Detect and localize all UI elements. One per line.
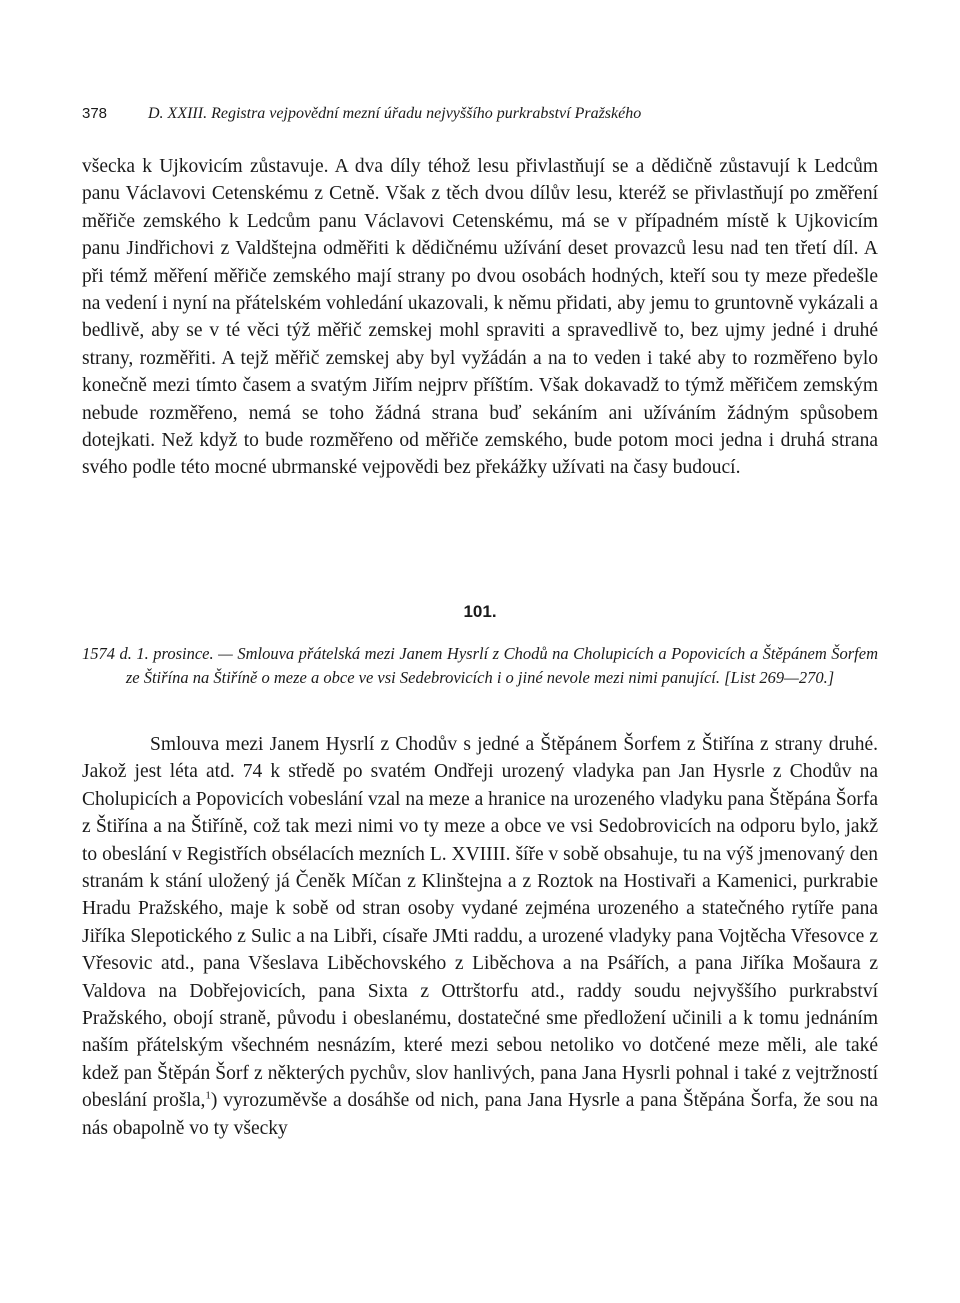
footnote-reference[interactable]: 1 — [205, 1089, 211, 1102]
page-number: 378 — [82, 105, 108, 122]
running-head-title: D. XXIII. Registra vejpovědní mezní úřadu nejvyššího purkrabství Pražského — [148, 105, 642, 122]
document-body-text: Smlouva mezi Janem Hysrlí z Chodův s jedné a Štěpánem Šorfem z Štiřína z strany druhé. Jakož jest léta atd. 74 k středě po svatém Ondřeji urozený vladyka pan Jan Hysrle z Chodův na Cholupicích a Popovicích vobeslání vzal na meze a hranice na urozeného vladyku pana Štěpána Šorfa z Štiřína a na Štiříně, což tak mezi nimi vo ty meze a obce ve vsi Sedobrovicích na odporu bylo, jakž to obeslání v Registřích obsélacích mezních L. XVIIII. šíře v sobě obsahuje, tu na výš jmenovaný den stranám k stání uložený já Čeněk Míčan z Klinštejna a z Roztok na Hostivaři a Kamenici, purkrabie Hradu Pražského, maje k sobě od stran osoby vydané zejména urozeného a statečného rytíře pana Jiříka Slepotického z Sulic a na Libři, císaře JMti raddu, a urozené vladyky pana Vojtěcha Vřesovce z Vřesovic atd., pana Všeslava Liběchovského z Liběchova a na Psářích, a pana Jiříka Mošaura z Valdova na Dobřejovicích, pana Sixta z Ottrštorfu atd., raddy soudu nejvyššího purkrabství Pražského, obojí straně, původu i obeslanému, dostatečné sme předložení učinili a k tomu jednáním naším přátelským všechném nesnázím, které mezi sebou netoliko vo dotčené meze měli, ale také kdež pan Štěpán Šorf z některých pychův, slov hanlivých, pana Jana Hysrli pohnal i také z vejtržností obeslání prošla, — [82, 734, 878, 1112]
document-body-text-continued: ) vyrozuměvše a dosáhše od nich, pana Jana Hysrle a pana Štěpána Šorfa, že sou na nás obapolně vo ty všecky — [82, 1090, 879, 1139]
document-body — [82, 731, 878, 1142]
document-number: 101. — [463, 602, 497, 621]
running-head — [82, 103, 878, 125]
continued-paragraph: všecka k Ujkovicím zůstavuje. A dva díly téhož lesu přivlastňují se a dědičně zůstavují k Ledcům panu Václavovi Cetenskému z Cetně. Však z těch dvou dílův lesu, kteréž se přivlastňují po změření měřiče zemského k Ledcům panu Václavovi Cetenskému, má se v případném místě k Ujkovicím panu Jindřichovi z Valdštejna odměřiti k dědičnému užívání deset provazců lesu nad ten třetí díl. A při témž měření měřiče zemského mají strany po dvou osobách hodných, kteří sou ty meze předešle na vedení i nyní na přátelském vohledání ukazovali, k němu přidati, aby jemu to gruntovně vykázali a bedlivě, aby se v té věci týž měřič zemskej mohl spraviti a spravedlivě to, bez ujmy jedné i druhé strany, rozměřiti. A tejž měřič zemskej aby byl vyžádán a na to veden i také aby to rozměřeno bylo konečně mezi tímto časem a svatým Jiřím nejprv příštím. Však dokavadž to týmž měřičem zemským nebude rozměřeno, nemá se toho žádná strana buď sekáním ani užíváním žádným spůsobem dotejkati. Než když to bude rozměřeno od měřiče zemského, bude potom moci jedna i druhá strana svého podle této mocné ubrmanské vejpovědi bez překážky užívati na časy budoucí. — [82, 156, 878, 479]
document-regest: 1574 d. 1. prosince. — Smlouva přátelská mezi Janem Hysrlí z Chodů na Cholupicích a Popovicích a Štěpánem Šorfem ze Štiřína na Štiříně o meze a obce ve vsi Sedebrovicích i o jiné nevole mezi nimi panující. [List 269—270.] — [82, 644, 878, 687]
